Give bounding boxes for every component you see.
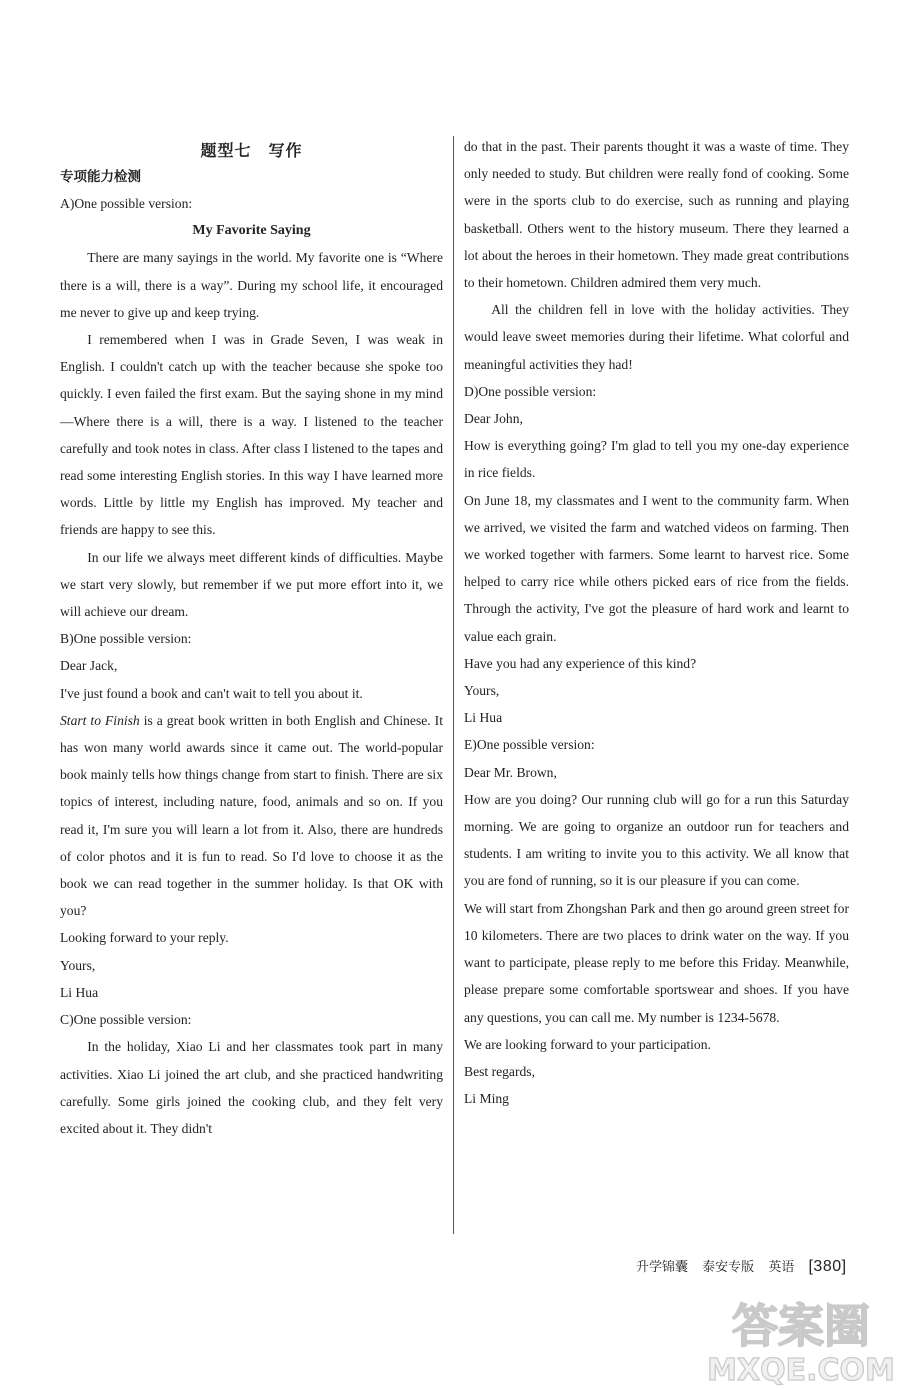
book-title: Start to Finish	[60, 712, 140, 728]
version-c-label: C)One possible version:	[60, 1012, 192, 1028]
e-closing: Best regards,	[464, 1063, 535, 1079]
b-signature: Li Hua	[60, 984, 99, 1000]
section-heading: 专项能力检测	[60, 169, 141, 185]
watermark-logo	[706, 1296, 896, 1386]
version-a-label: A)One possible version:	[60, 196, 193, 211]
d-paragraph-3: Have you had any experience of this kind?	[464, 655, 697, 671]
e-paragraph-3: We are looking forward to your participation.	[464, 1036, 711, 1052]
watermark-text: 答案圈	[732, 1299, 870, 1353]
d-signature: Li Hua	[464, 710, 503, 726]
version-d-label: D)One possible version:	[464, 383, 597, 399]
footer-book: 升学锦囊	[636, 1260, 689, 1275]
essay-title: My Favorite Saying	[192, 223, 311, 239]
b-paragraph-2-text: is a great book written in both English and Chinese. It has won many world awards since it came out. The world-popular book mainly tells how things change from start to finish. There are six topics of interest, including nature, food, animals and so on. If you read it, I'm sure you will learn a lot from it. Also, there are hundreds of color photos and it is fun to read. So I'd love to choose it as the book we can read together in the summer holiday. Is that OK with you?	[60, 712, 443, 919]
a-paragraph-1: There are many sayings in the world. My favorite one is “Where there is a will, there is a way”. During my school life, it encouraged me never to give up and keep trying.	[60, 250, 443, 320]
e-paragraph-2: We will start from Zhongshan Park and then go around green street for 10 kilometers. There are two places to drink water on the way. If you want to participate, please reply to me before this Friday. Meanwhile, please prepare some comfortable sportswear and shoes. If you have any questions, you can call me. My number is 1234-5678.	[464, 900, 849, 1025]
column-divider	[453, 136, 454, 1234]
e-signature: Li Ming	[464, 1091, 509, 1107]
footer-subject: 英语	[768, 1260, 795, 1275]
page-footer	[636, 1256, 857, 1276]
c-paragraph-1: In the holiday, Xiao Li and her classmates took part in many activities. Xiao Li joined the art club, and she practiced handwriting carefully. Some girls joined the cooking club, and they felt very excited about it. They didn't	[60, 1039, 443, 1136]
page-number: [380]	[808, 1258, 847, 1275]
d-greeting: Dear John,	[464, 411, 523, 427]
d-closing: Yours,	[464, 683, 500, 699]
page-title: 题型七 写作	[200, 141, 303, 160]
b-closing: Yours,	[60, 957, 96, 973]
e-greeting: Dear Mr. Brown,	[464, 764, 557, 780]
e-paragraph-1: How are you doing? Our running club will go for a run this Saturday morning. We are going to organize an outdoor run for teachers and students. I am writing to invite you to this activity. We all know that you are fond of running, so it is our pleasure if you can come.	[464, 791, 849, 889]
d-paragraph-1: How is everything going? I'm glad to tell you my one-day experience in rice fields.	[464, 438, 849, 481]
watermark-url: MXQE.COM	[707, 1353, 895, 1386]
left-column	[60, 137, 443, 1142]
c-paragraph-2: All the children fell in love with the holiday activities. They would leave sweet memories during their lifetime. What colorful and meaningful activities they had!	[464, 302, 849, 372]
version-b-label: B)One possible version:	[60, 631, 192, 647]
b-greeting: Dear Jack,	[60, 658, 118, 674]
c-paragraph-1-cont: do that in the past. Their parents thought it was a waste of time. They only needed to study. But children were really fond of cooking. Some were in the sports club to do exercise, such as running and playing basketball. Others went to the history museum. There they learned a lot about the heroes in their hometown. They made great contributions to their hometown. Children admired them very much.	[464, 139, 849, 291]
d-paragraph-2: On June 18, my classmates and I went to the community farm. When we arrived, we visited the farm and watched videos on farming. Then we worked together with farmers. Some learnt to harvest rice. Some helped to carry rice while others picked ears of rice from the fields. Through the activity, I've got the pleasure of hard work and learnt to value each grain.	[464, 492, 849, 644]
b-paragraph-3: Looking forward to your reply.	[60, 930, 229, 946]
a-paragraph-3: In our life we always meet different kinds of difficulties. Maybe we start very slowly, but remember if we put more effort into it, we will achieve our dream.	[60, 549, 443, 620]
a-paragraph-2: I remembered when I was in Grade Seven, I was weak in English. I couldn't catch up with the teacher because she spoke too quickly. I even failed the first exam. But the saying shone in my mind—Where there is a will, there is a way. I listened to the teacher carefully and took notes in class. After class I listened to the tapes and read some interesting English stories. In this way I have learned more words. Little by little my English has improved. My teacher and friends are happy to see this.	[60, 332, 443, 538]
footer-edition: 泰安专版	[702, 1260, 755, 1275]
b-paragraph-2	[60, 707, 443, 925]
right-column	[464, 133, 849, 1112]
version-e-label: E)One possible version:	[464, 737, 595, 753]
b-paragraph-1: I've just found a book and can't wait to tell you about it.	[60, 685, 363, 701]
